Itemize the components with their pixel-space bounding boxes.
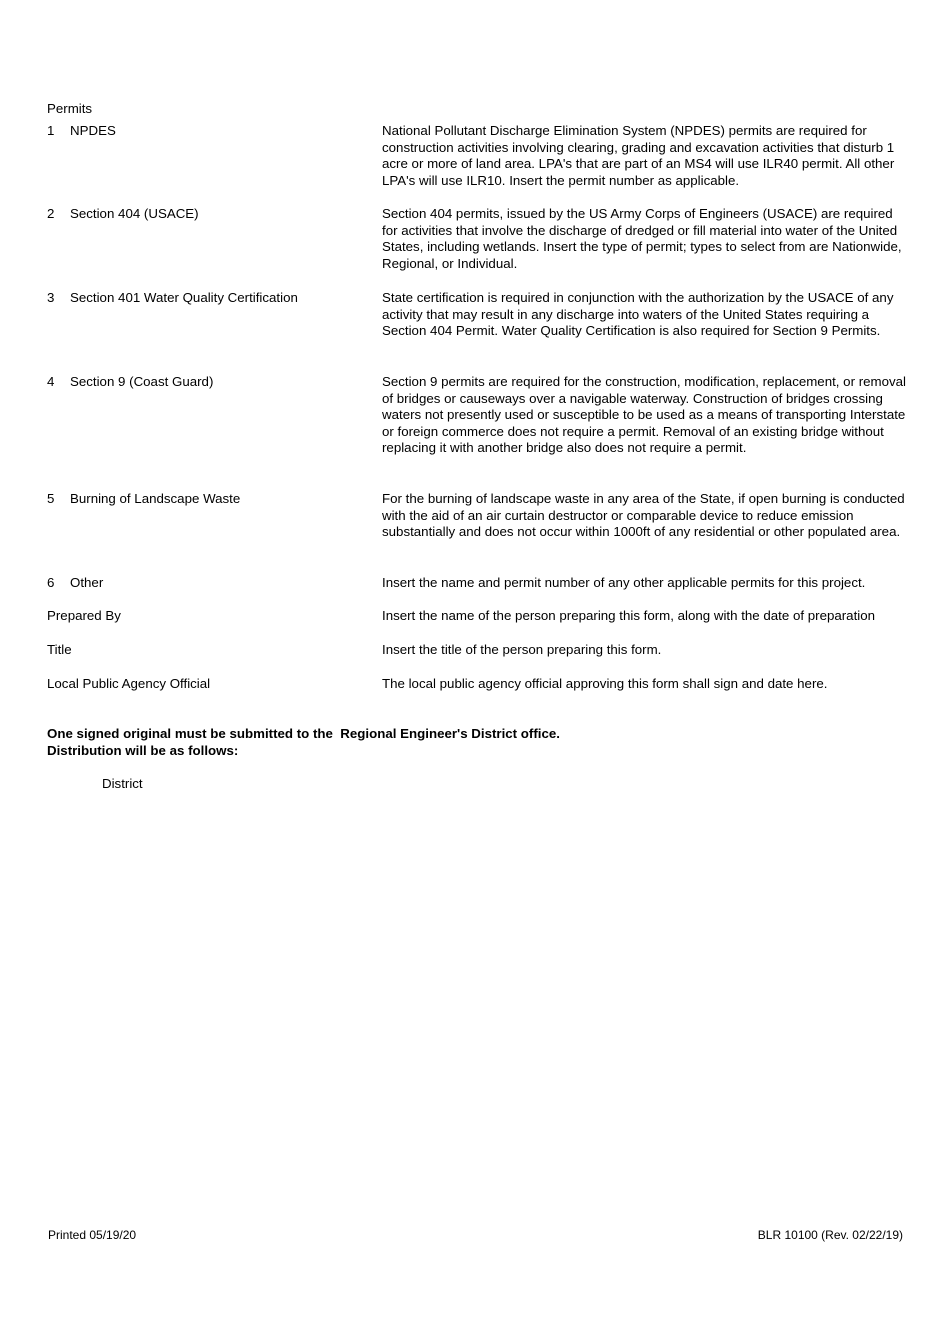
permit-number: 1 [47,123,55,138]
permit-label-section-9 [47,374,213,391]
permit-name: Section 404 (USACE) [70,206,199,221]
section-heading: Permits [47,101,93,116]
prepared-by-label: Prepared By [47,608,121,623]
distribution-note-line-2: Distribution will be as follows: [47,742,239,758]
official-description: The local public agency official approving this form shall sign and date here. [382,676,828,691]
permit-name: Section 401 Water Quality Certification [70,290,298,305]
prepared-by-description: Insert the name of the person preparing this form, along with the date of preparation [382,608,876,623]
distribution-note-line-1: One signed original must be submitted to the Regional Engineer's District office. [47,726,560,741]
permit-number: 3 [47,290,55,305]
permit-description-section-9: Section 9 permits are required for the construction, modification, replacement, or removal of bridges or causeways over a navigable waterway. Construction of bridges crossing waters not presently used or susceptible to be used as a means of transporting Interstate or foreign commerce does not require a permit. Removal of an existing bridge without replacing it with another bridge also does not require a permit. [382,374,906,456]
official-label: Local Public Agency Official [47,676,211,691]
distribution-note [47,726,560,759]
permit-label-npdes [47,123,116,140]
permit-name: Burning of Landscape Waste [70,491,241,506]
title-label: Title [47,642,72,657]
permit-number: 6 [47,575,55,590]
permit-label-section-401 [47,290,298,307]
permit-label-landscape-waste [47,491,240,508]
permit-number: 5 [47,491,55,506]
form-id: BLR 10100 (Rev. 02/22/19) [757,1228,903,1242]
permit-name: Section 9 (Coast Guard) [70,374,214,389]
permit-label-other [47,575,103,592]
permit-name: NPDES [70,123,116,138]
permit-description-npdes: National Pollutant Discharge Elimination System (NPDES) permits are required for construction activities involving clearing, grading and excavation activities that disturb 1 acre or more of land area. LPA's that are part of an MS4 will use ILR40 permit. All other LPA's will use ILR10. Insert the permit number as applicable. [382,123,895,188]
permit-description-section-401: State certification is required in conjunction with the authorization by the USACE of any activity that may result in any discharge into waters of the United States requiring a Section 404 Permit. Water Quality Certification is also required for Section 9 Permits. [382,290,894,339]
permit-label-section-404 [47,206,199,223]
permit-number: 2 [47,206,55,221]
permit-number: 4 [47,374,55,389]
permit-name: Other [70,575,104,590]
title-description: Insert the title of the person preparing this form. [382,642,662,657]
printed-date: Printed 05/19/20 [48,1228,137,1242]
distribution-recipient: District [102,776,143,791]
permit-description-landscape-waste: For the burning of landscape waste in any area of the State, if open burning is conducted with the aid of an air curtain destructor or comparable device to reduce emission substantially and does not occur within 1000ft of any residential or other populated area. [382,491,905,540]
permit-description-section-404: Section 404 permits, issued by the US Army Corps of Engineers (USACE) are required for activities that involve the discharge of dredged or fill material into water of the United States, including wetlands. Insert the type of permit; types to select from are Nationwide, Regional, or Individual. [382,206,902,271]
permit-description-other: Insert the name and permit number of any other applicable permits for this project. [382,575,866,590]
